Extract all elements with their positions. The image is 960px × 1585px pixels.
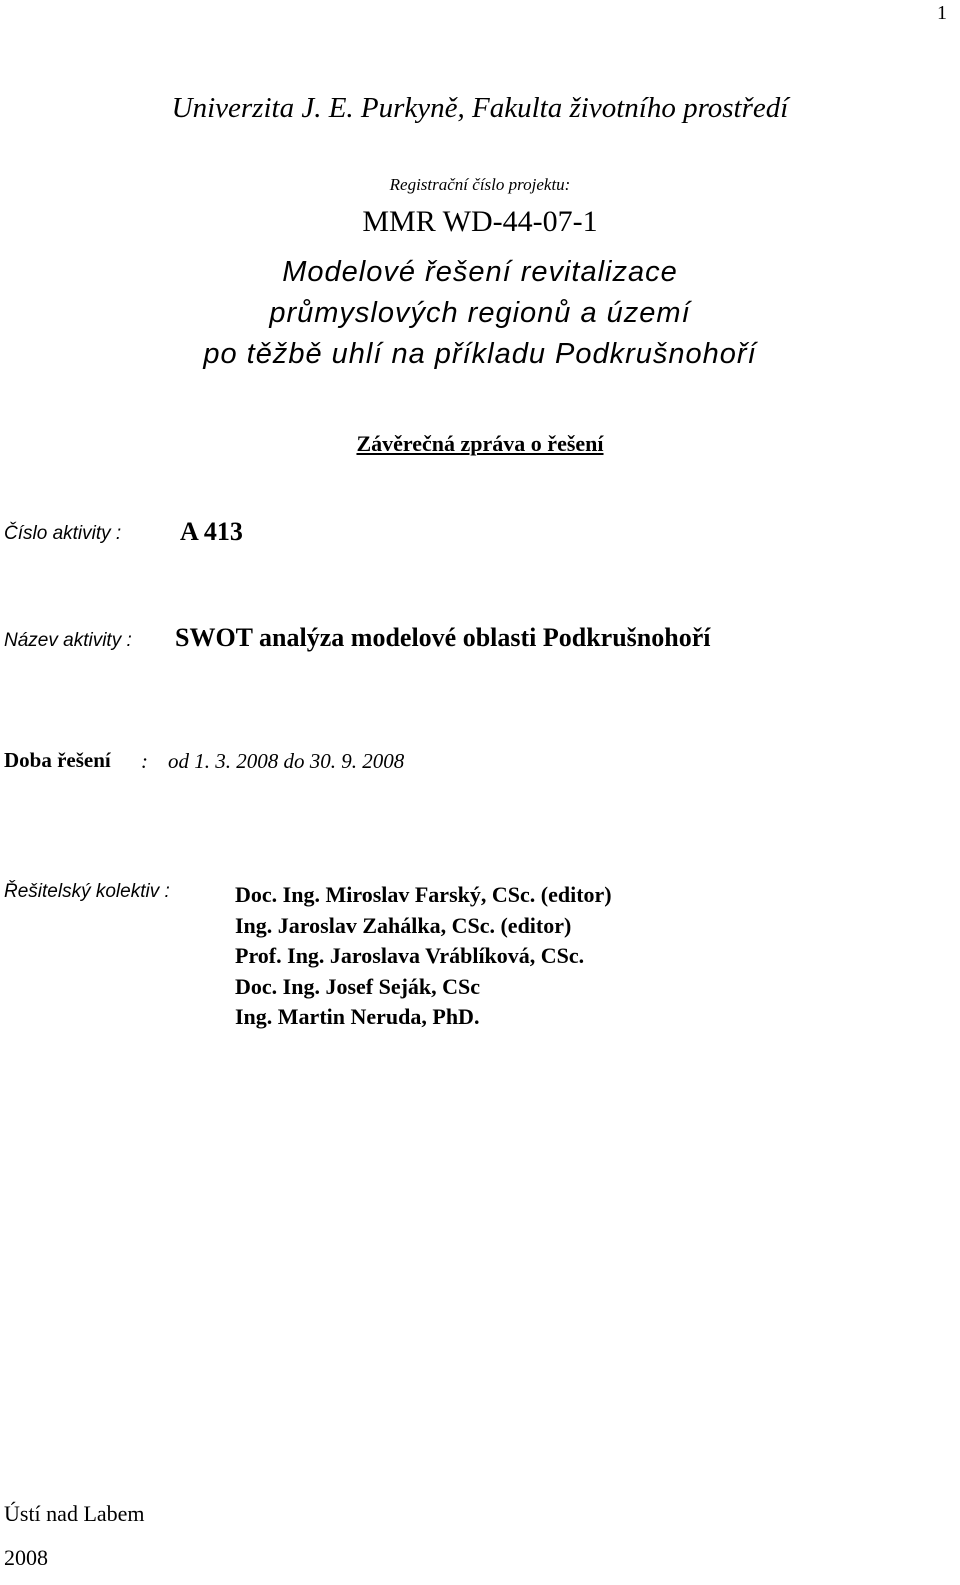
team-member: Ing. Martin Neruda, PhD. [235, 1004, 480, 1029]
period-value: od 1. 3. 2008 do 30. 9. 2008 [168, 749, 405, 773]
team-member: Ing. Jaroslav Zahálka, CSc. (editor) [235, 912, 572, 938]
project-title [0, 252, 960, 375]
page-number: 1 [937, 2, 947, 24]
university-heading: Univerzita J. E. Purkyně, Fakulta životního prostředí [171, 92, 789, 124]
project-title-line-2: průmyslových regionů a území [269, 297, 691, 329]
activity-number-label: Číslo aktivity : [4, 523, 122, 544]
project-title-line-1: Modelové řešení revitalizace [282, 256, 678, 288]
place: Ústí nad Labem [4, 1501, 145, 1526]
period-label: Doba řešení [4, 748, 111, 772]
team-member: Doc. Ing. Josef Seják, CSc [235, 973, 481, 999]
registration-number: MMR WD-44-07-1 [362, 205, 598, 238]
team-member: Prof. Ing. Jaroslava Vráblíková, CSc. [235, 943, 585, 968]
activity-name-value: SWOT analýza modelové oblasti Podkrušnohoří [175, 623, 711, 652]
activity-name-label: Název aktivity : [4, 630, 132, 651]
project-title-line-3: po těžbě uhlí na příkladu Podkrušnohoří [203, 338, 757, 370]
activity-number-value: A 413 [180, 517, 243, 546]
team-member: Doc. Ing. Miroslav Farský, CSc. (editor) [235, 882, 612, 907]
year: 2008 [4, 1545, 48, 1570]
report-label: Závěrečná zpráva o řešení [356, 431, 604, 456]
team-list [235, 880, 612, 1033]
period-colon: : [141, 749, 148, 773]
team-label: Řešitelský kolektiv : [4, 881, 170, 902]
registration-label: Registrační číslo projektu: [389, 175, 571, 194]
